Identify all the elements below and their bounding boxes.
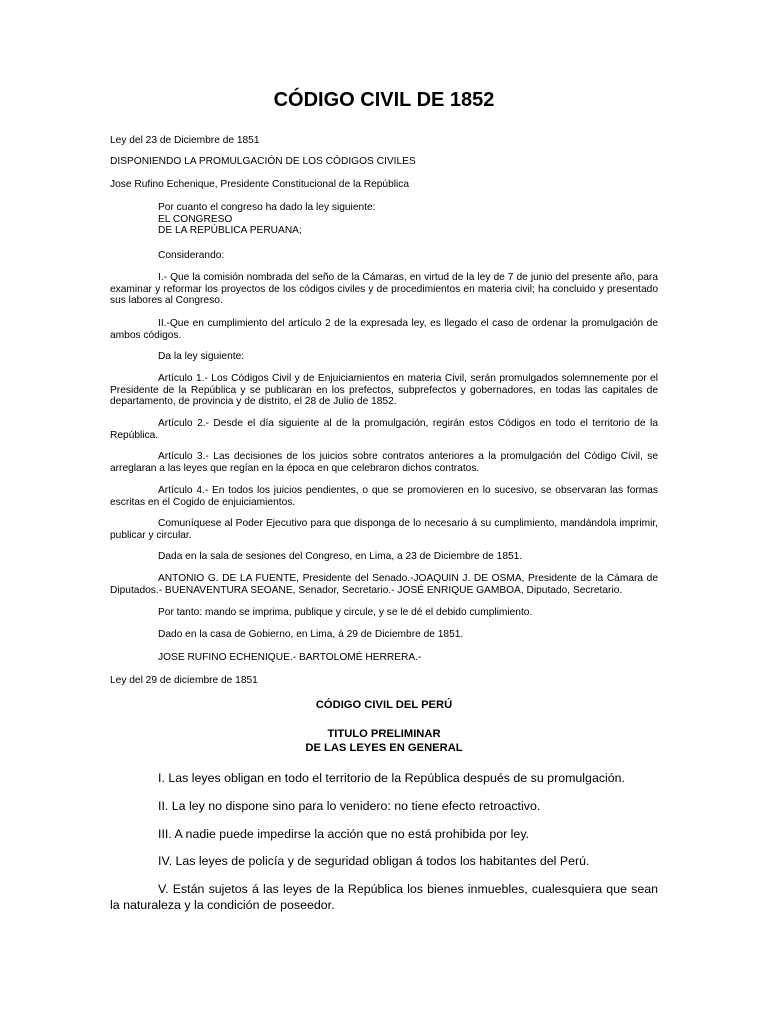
titulo-line: TITULO PRELIMINAR bbox=[327, 728, 441, 740]
law-date-2: Ley del 29 de diciembre de 1851 bbox=[110, 675, 258, 686]
consideration-paragraph: II.-Que en cumplimiento del artículo 2 de la expresada ley, es llegado el caso de ordenar la promulgación de ambos códigos. bbox=[110, 318, 658, 341]
dada-line: Dada en la sala de sesiones del Congreso, en Lima, a 23 de Diciembre de 1851. bbox=[158, 551, 523, 562]
preamble-line: Por cuanto el congreso ha dado la ley siguiente: bbox=[158, 202, 376, 213]
article-paragraph: Artículo 3.- Las decisiones de los juicios sobre contratos anteriores a la promulgación del Código Civil, se arreglaran a las leyes que regían en la época en que celebraron dichos contratos. bbox=[110, 451, 658, 474]
titulo-heading bbox=[110, 728, 658, 755]
comuniquese-paragraph: Comuníquese al Poder Ejecutivo para que disponga de lo necesario á su cumplimiento, mandándola imprimir, publicar y circular. bbox=[110, 518, 658, 541]
signatories-paragraph: ANTONIO G. DE LA FUENTE, Presidente del Senado.-JOAQUIN J. DE OSMA, Presidente de la Cámara de Diputados.- BUENAVENTURA SEOANE, Senador, Secretario.- JOSÉ ENRIQUE GAMBOA, Diputado, Secretario. bbox=[110, 573, 658, 596]
da-la-ley-line: Da la ley siguiente: bbox=[158, 351, 245, 362]
principle-paragraph: V. Están sujetos á las leyes de la República los bienes inmuebles, cualesquiera que sean la naturaleza y la condición de poseedor. bbox=[110, 882, 658, 912]
code-title: CÓDIGO CIVIL DEL PERÚ bbox=[315, 699, 453, 711]
dado-line: Dado en la casa de Gobierno, en Lima, á 29 de Diciembre de 1851. bbox=[158, 629, 464, 640]
principle-line: III. A nadie puede impedirse la acción que no está prohibida por ley. bbox=[158, 827, 530, 841]
article-paragraph: Artículo 4.- En todos los juicios pendientes, o que se promovieren en lo sucesivo, se observaran las formas escritas en el Cogido de enjuiciamientos. bbox=[110, 485, 658, 508]
principle-line: I. Las leyes obligan en todo el territorio de la República después de su promulgación. bbox=[158, 771, 626, 785]
law-date: Ley del 23 de Diciembre de 1851 bbox=[110, 135, 260, 146]
disposition-heading: DISPONIENDO LA PROMULGACIÓN DE LOS CÓDIGOS CIVILES bbox=[110, 156, 416, 167]
titulo-sub-line: DE LAS LEYES EN GENERAL bbox=[305, 741, 463, 754]
document-title: CÓDIGO CIVIL DE 1852 bbox=[273, 89, 495, 111]
president-line: Jose Rufino Echenique, Presidente Constitucional de la República bbox=[110, 179, 410, 190]
preamble-line: DE LA REPÚBLICA PERUANA; bbox=[158, 225, 302, 237]
signature-line: JOSE RUFINO ECHENIQUE.- BARTOLOMÉ HERRERA.- bbox=[158, 652, 422, 663]
article-paragraph: Artículo 2.- Desde el día siguiente al de la promulgación, regirán estos Códigos en todo el territorio de la República. bbox=[110, 418, 658, 441]
considerando-label: Considerando: bbox=[158, 250, 225, 261]
por-tanto-line: Por tanto: mando se imprima, publique y circule, y se le dé el debido cumplimiento. bbox=[158, 607, 533, 618]
preamble-line: EL CONGRESO bbox=[158, 213, 233, 225]
article-paragraph: Artículo 1.- Los Códigos Civil y de Enjuiciamientos en materia Civil, serán promulgados solemnemente por el Presidente de la República y se publicaran en los prefectos, subprefectos y gobernadores, en todas las capitales de departamento, de provincia y de distrito, el 28 de Julio de 1852. bbox=[110, 373, 658, 408]
principle-line: II. La ley no dispone sino para lo venidero: no tiene efecto retroactivo. bbox=[158, 799, 541, 813]
principle-line: IV. Las leyes de policía y de seguridad obligan á todos los habitantes del Perú. bbox=[158, 854, 590, 868]
consideration-paragraph: I.- Que la comisión nombrada del seño de la Cámaras, en virtud de la ley de 7 de junio del presente año, para examinar y reformar los proyectos de los códigos civiles y de procedimientos en materia civil; ha concluido y presentado sus labores al Congreso. bbox=[110, 272, 658, 307]
preamble bbox=[158, 202, 658, 237]
